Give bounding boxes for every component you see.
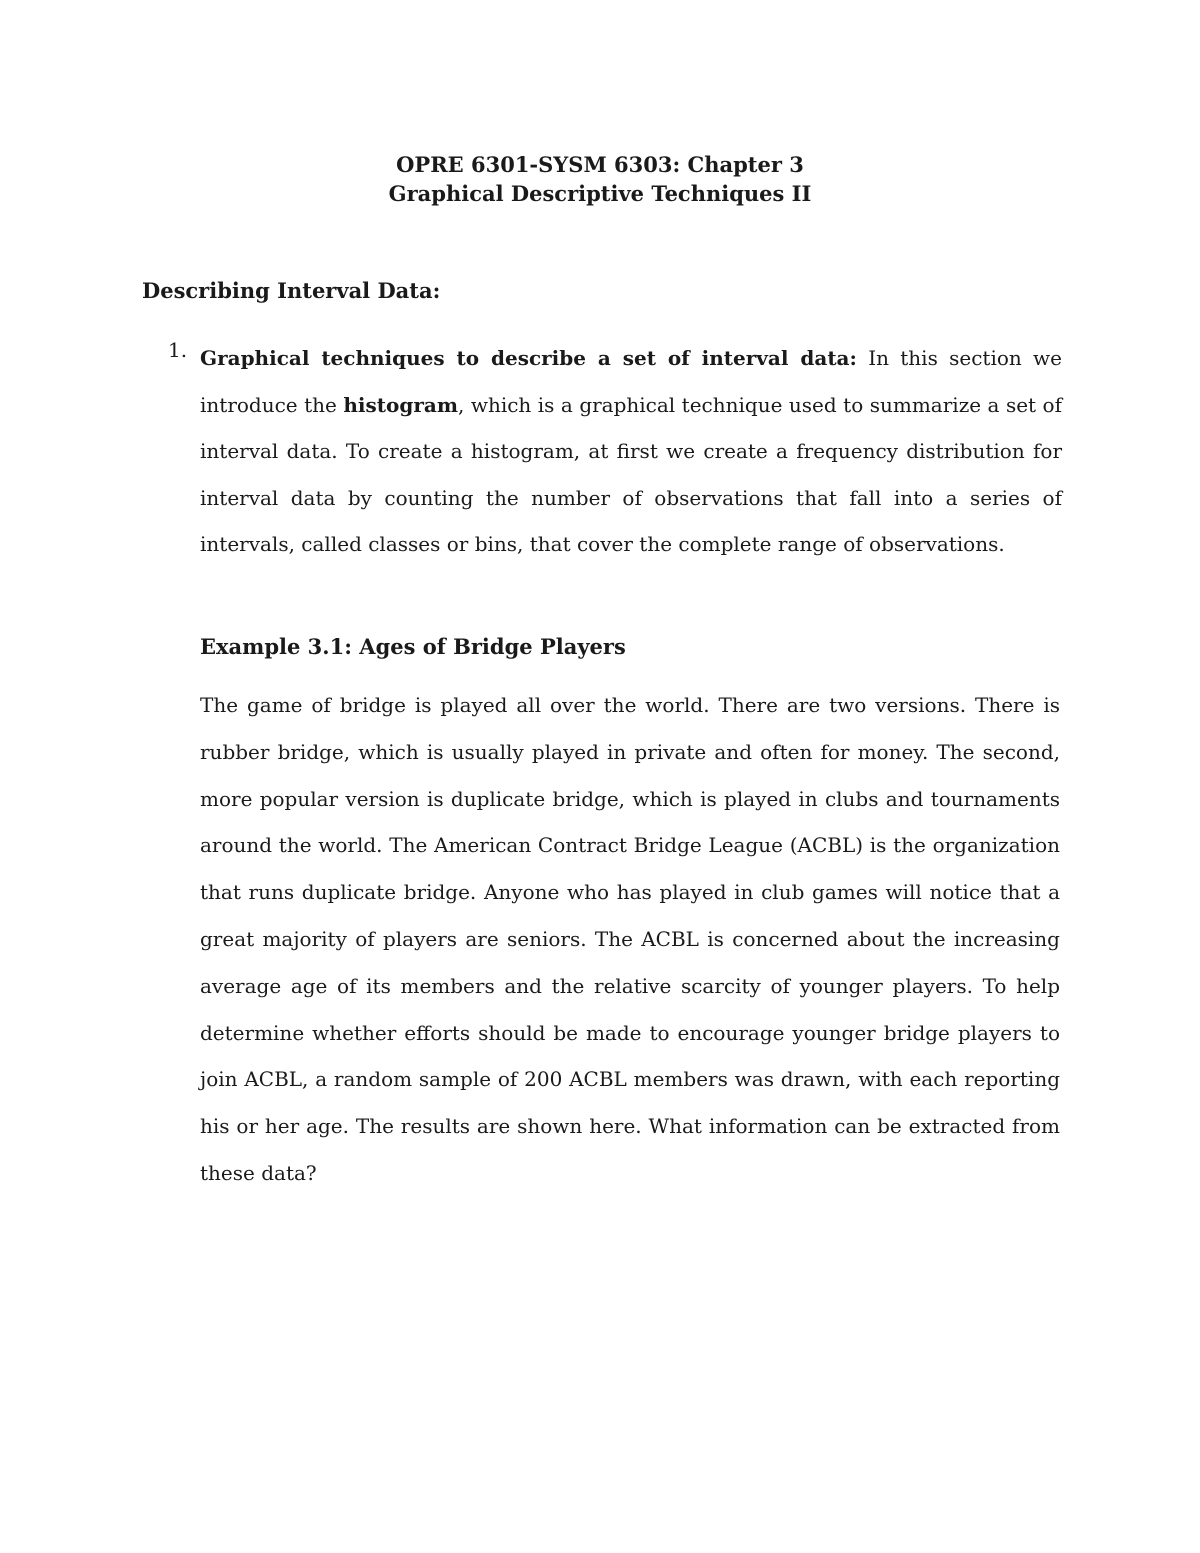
histogram-term: histogram [343,392,458,417]
example-heading: Example 3.1: Ages of Bridge Players [200,634,626,659]
title-line-1: OPRE 6301-SYSM 6303: Chapter 3 [396,152,804,177]
list-item-text-a: In this section we introduce the [200,346,1063,417]
list-item-text-b: , which is a graphical technique used to summarize a set of interval data. To create a histogram, at first we create a frequency distribution for interval data by counting the number of observations that fall into a series of intervals, called classes or bins, that cover the complete range of observations. [200,392,1063,556]
example-paragraph: The game of bridge is played all over the world. There are two versions. There is rubber bridge, which is usually played in private and often for money. The second, more popular version is duplicate bridge, which is played in clubs and tournaments around the world. The American Contract Bridge League (ACBL) is the organization that runs duplicate bridge. Anyone who has played in club games will notice that a great majority of players are seniors. The ACBL is concerned about the increasing average age of its members and the relative scarcity of younger players. To help determine whether efforts should be made to encourage younger bridge players to join ACBL, a random sample of 200 ACBL members was drawn, with each reporting his or her age. The results are shown here. What information can be extracted from these data? [200,693,1060,1185]
numbered-list [142,335,1062,568]
list-item-body [200,335,1062,568]
list-item [142,335,1062,568]
list-item-number: 1. [168,338,188,362]
title-line-2: Graphical Descriptive Techniques II [388,181,812,206]
document-title [0,150,1200,208]
list-item-lead: Graphical techniques to describe a set of interval data: [200,346,857,370]
section-heading: Describing Interval Data: [142,278,441,303]
